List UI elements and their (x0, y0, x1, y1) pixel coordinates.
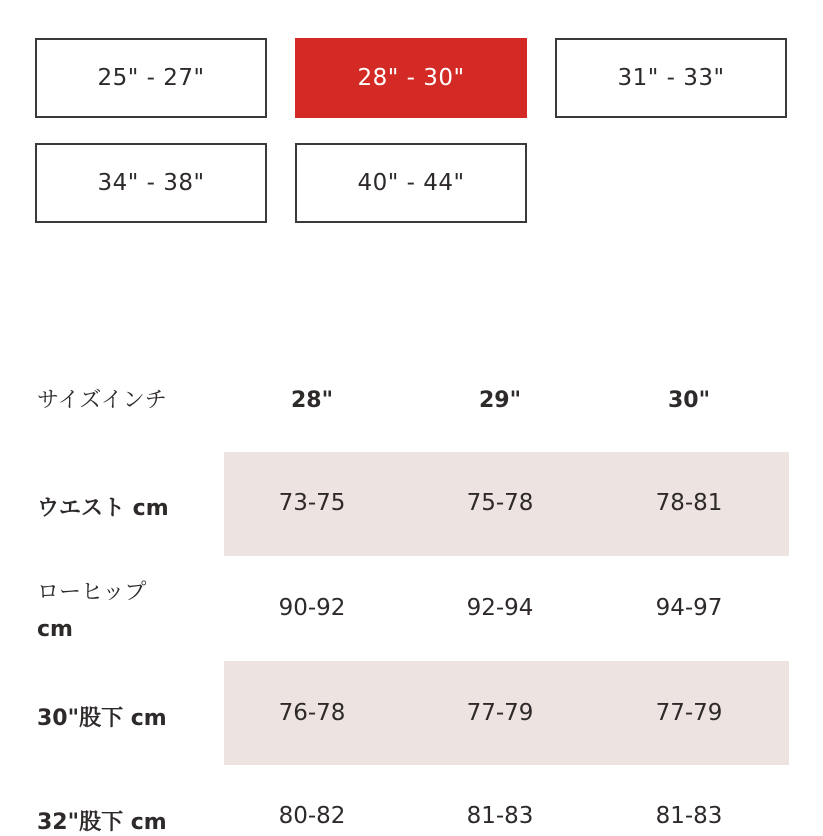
table-column-header: 30" (667, 388, 711, 413)
size-range-button-40-44[interactable] (295, 143, 527, 223)
table-cell: 78-81 (655, 490, 723, 516)
table-cell: 81-83 (655, 803, 723, 829)
table-row-label-low-hip-unit: cm (37, 617, 73, 642)
table-cell: 76-78 (278, 700, 346, 726)
table-cell: 81-83 (466, 803, 534, 829)
size-range-button-34-38[interactable] (35, 143, 267, 223)
size-range-button-28-30[interactable] (295, 38, 527, 118)
table-cell: 77-79 (655, 700, 723, 726)
table-cell: 77-79 (466, 700, 534, 726)
table-row-label-inseam-30: 30"股下 cm (37, 706, 167, 731)
size-range-label: 31" - 33" (617, 65, 725, 91)
table-cell: 75-78 (466, 490, 534, 516)
table-row-label-low-hip: ローヒップ (37, 580, 147, 605)
size-range-label: 34" - 38" (97, 170, 205, 196)
size-range-label: 28" - 30" (357, 65, 465, 91)
table-header-label: サイズインチ (37, 388, 167, 413)
table-row-label-waist: ウエスト cm (37, 496, 169, 521)
size-range-button-31-33[interactable] (555, 38, 787, 118)
table-row-label-inseam-32: 32"股下 cm (37, 810, 167, 835)
table-column-header: 28" (290, 388, 334, 413)
table-cell: 92-94 (466, 595, 534, 621)
size-range-label: 40" - 44" (357, 170, 465, 196)
table-cell: 94-97 (655, 595, 723, 621)
table-cell: 73-75 (278, 490, 346, 516)
size-range-label: 25" - 27" (97, 65, 205, 91)
table-cell: 90-92 (278, 595, 346, 621)
table-column-header: 29" (478, 388, 522, 413)
size-range-button-25-27[interactable] (35, 38, 267, 118)
table-cell: 80-82 (278, 803, 346, 829)
